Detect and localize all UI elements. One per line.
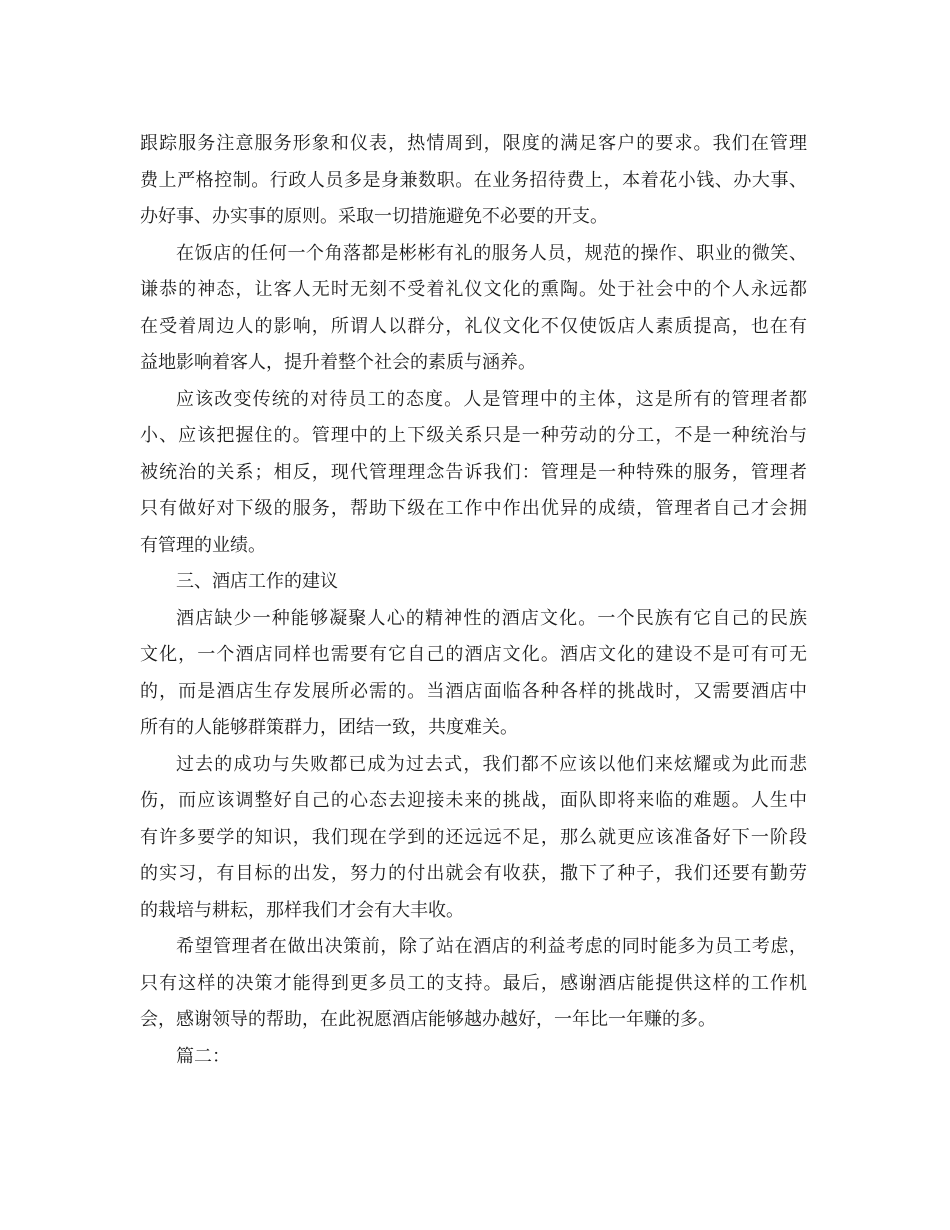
text-line: 被统治的关系；相反，现代管理理念告诉我们：管理是一种特殊的服务，管理者 [140,461,807,483]
text-line: 小、应该把握住的。管理中的上下级关系只是一种劳动的分工，不是一种统治与 [140,425,807,446]
paragraph-first-line: 过去的成功与失败都已成为过去式，我们都不应该以他们来炫耀或为此而悲 [176,753,807,775]
text-line: 办好事、办实事的原则。采取一切措施避免不必要的开支。 [140,206,608,227]
text-line: 的栽培与耕耘，那样我们才会有大丰收。 [140,899,464,921]
paragraph-first-line: 应该改变传统的对待员工的态度。人是管理中的主体，这是所有的管理者都 [176,388,807,410]
section-label: 篇二： [176,1045,230,1067]
paragraph-first-line: 在饭店的任何一个角落都是彬彬有礼的服务人员，规范的操作、职业的微笑、 [176,242,807,264]
text-line: 只有做好对下级的服务，帮助下级在工作中作出优异的成绩，管理者自己才会拥 [140,498,807,519]
text-line: 伤，而应该调整好自己的心态去迎接未来的挑战，面队即将来临的难题。人生中 [140,790,807,811]
text-line: 的，而是酒店生存发展所必需的。当酒店面临各种各样的挑战时，又需要酒店中 [140,680,807,702]
text-line: 费上严格控制。行政人员多是身兼数职。在业务招待费上，本着花小钱、办大事、 [140,169,807,191]
text-line: 会，感谢领导的帮助，在此祝愿酒店能够越办越好，一年比一年赚的多。 [140,1009,716,1030]
text-line: 跟踪服务注意服务形象和仪表，热情周到，限度的满足客户的要求。我们在管理 [140,133,807,154]
document-body [140,126,807,1075]
text-line: 有许多要学的知识，我们现在学到的还远远不足，那么就更应该准备好下一阶段 [140,826,807,848]
text-line: 谦恭的神态，让客人无时无刻不受着礼仪文化的熏陶。处于社会中的个人永远都 [140,279,807,300]
paragraph-first-line: 酒店缺少一种能够凝聚人心的精神性的酒店文化。一个民族有它自己的民族 [176,607,807,629]
section-heading: 三、酒店工作的建议 [176,571,338,592]
text-line: 益地影响着客人，提升着整个社会的素质与涵养。 [140,352,536,373]
text-line: 所有的人能够群策群力，团结一致，共度难关。 [140,717,518,738]
text-line: 的实习，有目标的出发，努力的付出就会有收获，撒下了种子，我们还要有勤劳 [140,863,807,884]
text-line: 在受着周边人的影响，所谓人以群分，礼仪文化不仅使饭店人素质提高，也在有 [140,315,807,337]
text-line: 有管理的业绩。 [140,534,266,556]
paragraph-first-line: 希望管理者在做出决策前，除了站在酒店的利益考虑的同时能多为员工考虑， [176,936,807,957]
text-line: 文化，一个酒店同样也需要有它自己的酒店文化。酒店文化的建设不是可有可无 [140,644,807,665]
text-line: 只有这样的决策才能得到更多员工的支持。最后，感谢酒店能提供这样的工作机 [140,972,807,994]
